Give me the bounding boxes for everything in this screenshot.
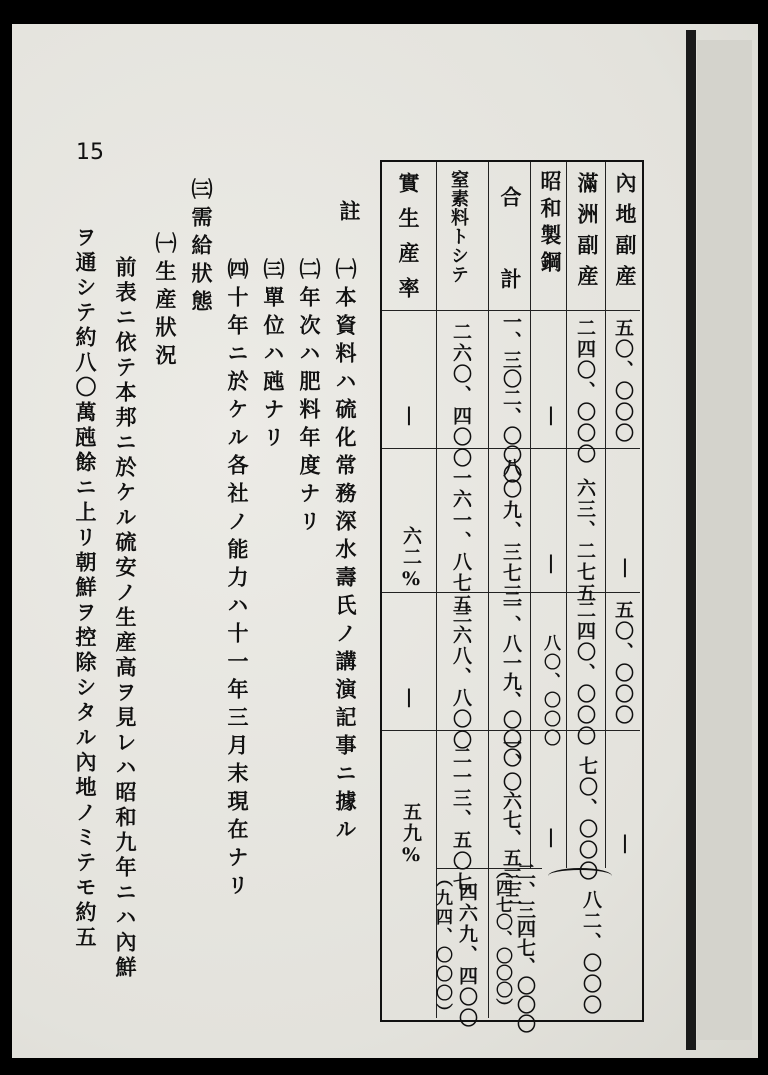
- row-header: 實生産率: [396, 172, 421, 312]
- table-cell-total: （四七〇、〇〇〇）: [492, 862, 512, 1015]
- table-cell: 七〇、〇〇〇: [576, 756, 598, 882]
- note-line: ㈡年次ハ肥料年度ナリ: [297, 258, 322, 538]
- row-header: 窒素料トシテ: [448, 170, 469, 284]
- table-cell: 二六〇、四〇〇: [450, 322, 472, 469]
- table-cell-total: （九四、〇〇〇）: [432, 870, 452, 1022]
- table-cell-total: 八二、〇〇〇: [580, 890, 602, 1016]
- notes-heading: 註: [337, 200, 362, 227]
- note-line: ㈠本資料ハ硫化常務深水壽氏ノ講演記事ニ據ル: [333, 258, 358, 846]
- table-cell: 一、〇六七、五三三: [500, 734, 522, 905]
- table-cell: 五〇、〇〇〇: [612, 600, 634, 726]
- table-cell: 一六一、八七五: [450, 468, 472, 615]
- body-text-line: 前表ニ依テ本邦ニ於ケル硫安ノ生産高ヲ見レハ昭和九年ニハ內鮮: [113, 256, 138, 981]
- table-cell-total: 四六九、四〇〇: [456, 882, 478, 1029]
- table-cell: 六三、二七五: [574, 478, 596, 604]
- table-cell: 八〇九、三七三: [500, 458, 522, 605]
- table-cell: 五〇、〇〇〇: [612, 318, 634, 444]
- subsection-heading: ㈠生産狀況: [153, 232, 178, 372]
- table-divider: [566, 162, 567, 868]
- table-cell: 二一三、五〇七: [450, 746, 472, 893]
- table-cell: 六二%: [400, 526, 422, 592]
- table-cell: 二四〇、〇〇〇: [574, 318, 596, 465]
- note-line: ㈢單位ハ瓲ナリ: [261, 258, 286, 454]
- row-header: 內地副産: [613, 172, 638, 296]
- table-cell: |: [398, 686, 420, 710]
- facing-page-edge: [697, 40, 752, 1040]
- table-cell: 八〇、〇〇〇: [540, 634, 560, 748]
- note-line: ㈣十年ニ於ケル各社ノ能力ハ十一年三月末現在ナリ: [225, 258, 250, 902]
- page-number: 15: [76, 140, 104, 165]
- table-cell: |: [614, 556, 636, 580]
- table-cell: |: [540, 826, 562, 850]
- binding-edge: [686, 30, 696, 1050]
- row-header: 合 計: [498, 186, 523, 309]
- table-cell: |: [540, 552, 562, 576]
- table-cell: |: [614, 832, 636, 856]
- section-heading: ㈢需給狀態: [189, 178, 214, 318]
- table-divider: [605, 162, 606, 868]
- table-cell: 三六八、八〇〇: [450, 604, 472, 751]
- table-divider: [530, 162, 531, 868]
- body-text-line: ヲ通シテ約八〇萬瓲餘ニ上リ朝鮮ヲ控除シタル內地ノミテモ約五: [73, 226, 98, 951]
- table-cell: 一、八一九、〇〇〇: [500, 596, 522, 767]
- row-header: 滿洲副産: [575, 172, 600, 296]
- table-cell: 一、三〇二、〇〇〇: [500, 312, 522, 483]
- table-divider: [488, 162, 489, 1018]
- table-cell: 五九%: [400, 802, 422, 868]
- table-cell: |: [540, 404, 562, 428]
- table-cell: |: [398, 404, 420, 428]
- table-cell: 二四〇、〇〇〇: [574, 600, 596, 747]
- table-cell-total: 二、三四七、〇〇〇: [514, 862, 536, 1033]
- row-header: 昭和製鋼: [538, 170, 563, 278]
